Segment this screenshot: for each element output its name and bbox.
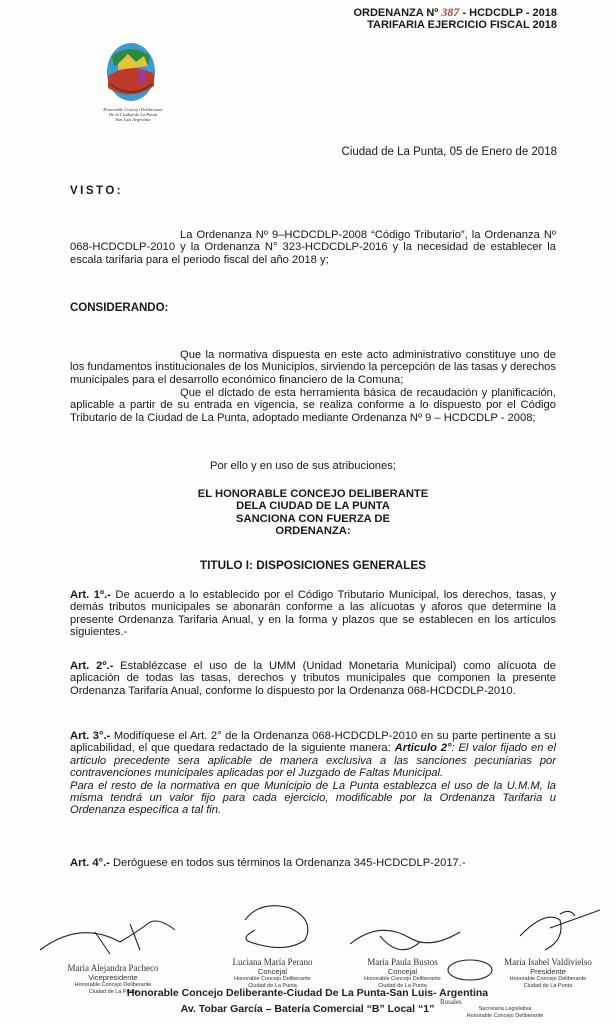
signature-block-rosales (440, 998, 560, 1006)
article-4 (70, 857, 556, 869)
signature-role: Presidente (530, 967, 566, 976)
signature-council: Honorable Concejo Deliberante (466, 1012, 544, 1019)
considerando-paragraph-1: Que la normativa dispuesta en este acto administrativo constituye uno de los fundamentos institucionales de los Municipios, sirviendo la percepción de las tasas y derechos municipales para el desarrollo económico financiero de la Comuna; (70, 349, 556, 386)
visto-heading: VISTO: (70, 185, 124, 197)
signature-block-secretaria (455, 1006, 555, 1019)
signature-block-perano (215, 957, 330, 989)
logo-caption-1: Honorable Concejo Deliberante (103, 107, 163, 112)
footer-line-1: Honorable Concejo Deliberante-Ciudad De La Punta-San Luis- Argentina (126, 987, 489, 999)
signature-name: María Alejandra Pacheco (67, 963, 159, 973)
signature-city: Ciudad de La Punta (378, 982, 427, 989)
header-subtitle: TARIFARIA EJERCICIO FISCAL 2018 (367, 19, 557, 31)
article-4-text: Deróguese en todos sus términos la Ordenanza 345-HCDCDLP-2017.- (109, 857, 466, 869)
signature-name: Luciana María Perano (232, 957, 313, 967)
signature-role: Concejal (257, 967, 288, 976)
sanciona-line-1: EL HONORABLE CONCEJO DELIBERANTE (197, 488, 429, 500)
article-1-text: De acuerdo a lo establecido por el Código Tributario Municipal, los derechos, tasas, y demás tributos municipales se abonarán conforme a las alícuotas y aforos que determine la presente Ordenanza Tarifaria Anual, y en la forma y plazos que se establecen en los artículos siguientes.- (70, 589, 556, 639)
logo-caption-2: De la Ciudad de La Punta (108, 112, 158, 117)
date-line: Ciudad de La Punta, 05 de Enero de 2018 (341, 146, 557, 158)
signature-block-valdivielso (488, 957, 608, 989)
signature-city: Ciudad de La Punta (523, 982, 573, 989)
considerando-paragraph-3: Por ello y en uso de sus atribuciones; (210, 460, 396, 472)
considerando-heading: CONSIDERANDO: (70, 302, 169, 314)
signature-council: Honorable Concejo Deliberante (74, 982, 152, 988)
considerando-paragraph-2: Que el dictado de esta herramienta básica de recaudación y planificación, aplicable a partir de su entrada en vigencia, se realiza conforme a lo dispuesto por el Código Tributario de la Ciudad de La Punta, adoptado mediante Ordenanza Nº 9 – HCDCDLP - 2008; (70, 387, 556, 424)
signature-city: Ciudad de La Punta (88, 988, 138, 995)
signature-name: María Paula Bustos (367, 957, 438, 967)
ordenanza-suffix: - HCDCDLP - 2018 (462, 7, 557, 19)
sanciona-line-2: DELA CIUDAD DE LA PUNTA (236, 500, 390, 513)
article-2 (70, 660, 556, 697)
article-2-text: Establézcase el uso de la UMM (Unidad Monetaria Municipal) como alícuota de aplicación de todas las tasas, derechos y tributos municipales que componen la presente Ordenanza Tarifaria Anual, conforme lo dispuesto por la Ordenanza 068-HCDCDLP-2010. (70, 660, 556, 697)
sanciona-block (70, 488, 556, 538)
council-logo (98, 36, 168, 122)
article-3-quote: : El valor fijado en el articulo precedente sera aplicable de manera exclusiva a las sanciones pecuniarias por contravenciones municipales aplicadas por el Juzgado de Faltas Municipal. (70, 742, 556, 780)
ordenanza-number-line (353, 6, 557, 19)
ordenanza-prefix: ORDENANZA Nº (353, 7, 439, 19)
signature-role: Secretaria Legislativa (478, 1006, 532, 1012)
article-3 (70, 730, 556, 817)
article-3-quote-2: Para el resto de la normativa en que Municipio de La Punta establezca el uso de la U.M.M, la misma tendrá un valor fijo para cada ejercicio, modificable por la Ordenanza Tarifaria u Ordenanza específica a tal fin. (70, 779, 556, 817)
signature-council: Honorable Concejo Deliberante (364, 976, 441, 982)
signature-council: Honorable Concejo Deliberante (509, 976, 587, 982)
signature-council: Honorable Concejo Deliberante (234, 976, 311, 982)
logo-emblem-icon (98, 36, 168, 106)
titulo-heading: TITULO I: DISPOSICIONES GENERALES (199, 558, 427, 572)
footer-line-2: Av. Tobar García – Batería Comercial “B” Local “1” (180, 1003, 435, 1015)
signature-name: Rosales (440, 998, 462, 1006)
sanciona-line-3: SANCIONA CON FUERZA DE (236, 512, 390, 525)
article-1 (70, 589, 556, 639)
article-3-label: Art. 3°.- (70, 730, 111, 742)
signature-role: Vicepresidente (88, 973, 138, 982)
logo-caption-3: San Luis Argentina (115, 117, 151, 122)
ordenanza-number: 387 (441, 5, 460, 19)
article-3-text: Modifíquese el Art. 2° de la Ordenanza 068-HCDCDLP-2010 en su parte pertinente a su aplicabilidad, el que quedara redactado de la siguiente manera: (70, 730, 556, 755)
signature-city: Ciudad de La Punta (248, 982, 297, 989)
article-4-label: Art. 4°.- (70, 857, 110, 869)
signature-role: Concejal (387, 967, 418, 976)
signature-block-bustos (345, 957, 460, 989)
document-header (353, 6, 557, 31)
sanciona-line-4: ORDENANZA: (275, 525, 351, 538)
visto-paragraph: La Ordenanza Nº 9–HCDCDLP-2008 “Código Tributario”, la Ordenanza Nº 068-HCDCDLP-2010 y la Ordenanza N° 323-HCDCDLP-2016 y la necesidad de establecer la escala tarifaria para el periodo fiscal del año 2018 y; (70, 229, 556, 266)
signature-name: María Isabel Valdivielso (504, 957, 592, 967)
article-3-quote-label: Articulo 2° (394, 742, 452, 755)
article-2-label: Art. 2º.- (70, 660, 114, 672)
article-1-label: Art. 1º.- (70, 589, 111, 601)
